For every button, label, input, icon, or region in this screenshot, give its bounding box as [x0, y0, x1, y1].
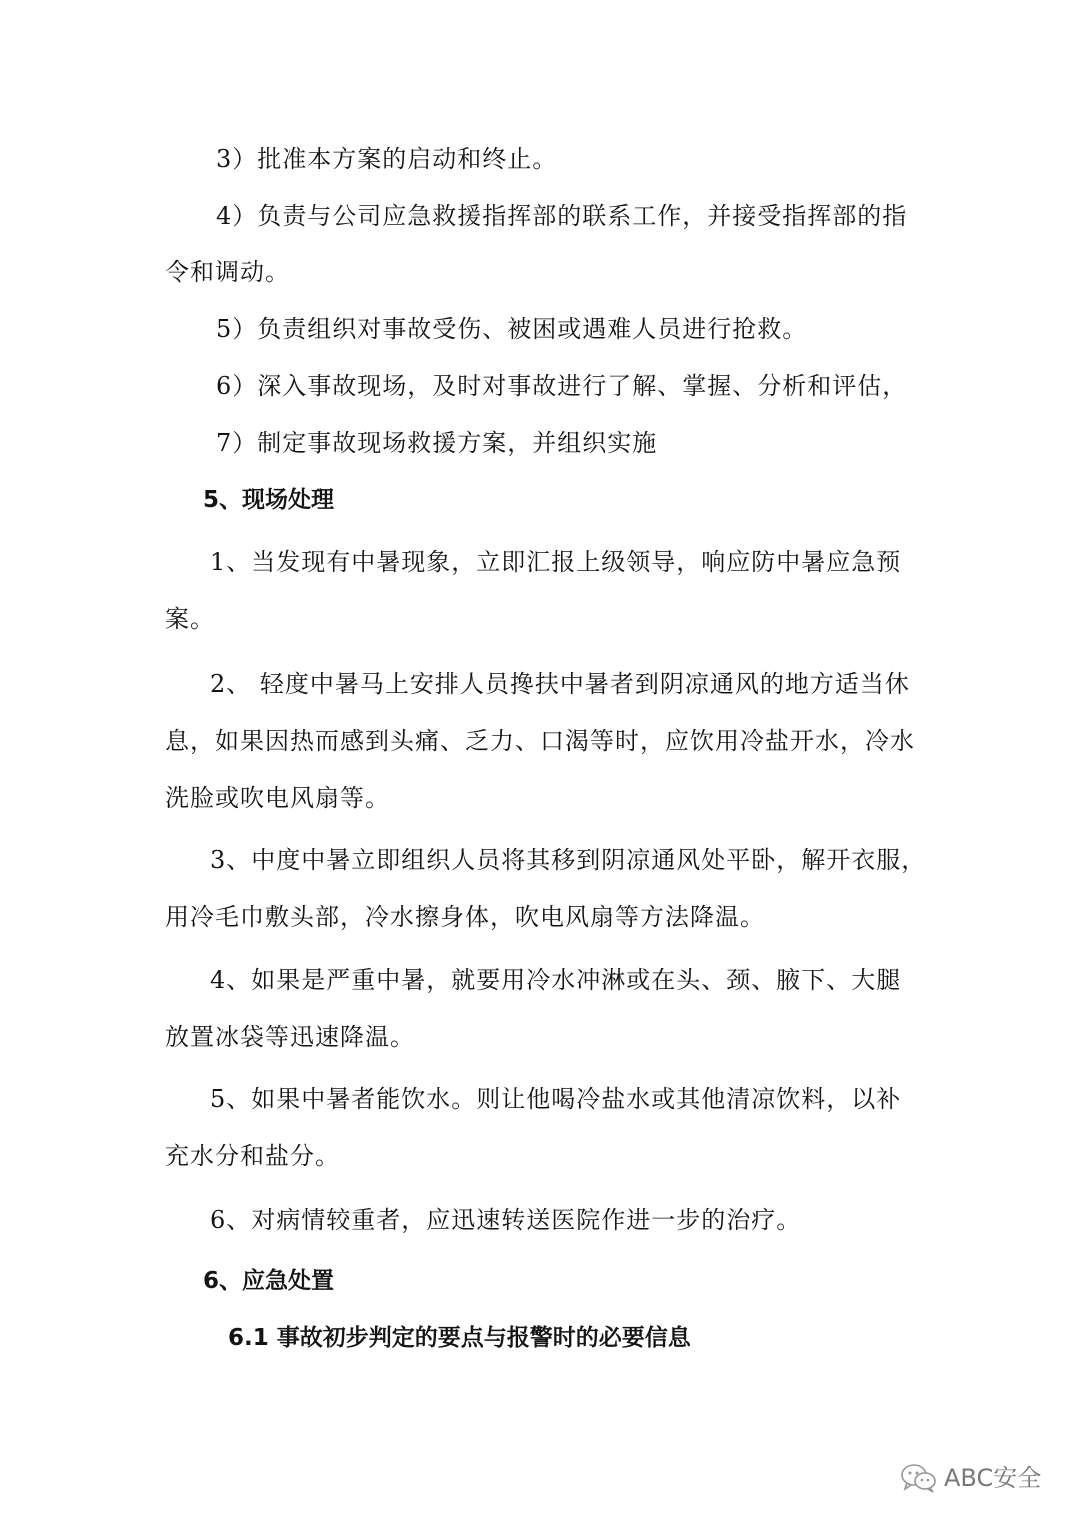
section-5-p2-line-1: 2、 轻度中暑马上安排人员搀扶中暑者到阴凉通风的地方适当休 [210, 670, 910, 698]
section-6-title: 6、应急处置 [203, 1268, 335, 1294]
item-6: 6）深入事故现场，及时对事故进行了解、掌握、分析和评估， [216, 372, 908, 400]
section-5-p2-line-2: 息，如果因热而感到头痛、乏力、口渴等时，应饮用冷盐开水，冷水 [165, 727, 915, 755]
section-5-p5-line-2: 充水分和盐分。 [165, 1142, 340, 1170]
item-4-line-1: 4）负责与公司应急救援指挥部的联系工作，并接受指挥部的指 [216, 202, 908, 230]
item-3: 3）批准本方案的启动和终止。 [216, 145, 558, 173]
section-5-p3-line-2: 用冷毛巾敷头部，冷水擦身体，吹电风扇等方法降温。 [165, 903, 765, 931]
section-5-p5-line-1: 5、如果中暑者能饮水。则让他喝冷盐水或其他清凉饮料，以补 [210, 1085, 902, 1113]
section-5-p1-line-1: 1、当发现有中暑现象，立即汇报上级领导，响应防中暑应急预 [210, 548, 902, 576]
item-7: 7）制定事故现场救援方案，并组织实施 [216, 429, 658, 457]
watermark-text: ABC安全 [944, 1464, 1042, 1492]
section-5-p6: 6、对病情较重者，应迅速转送医院作进一步的治疗。 [210, 1206, 802, 1234]
section-5-p4-line-1: 4、如果是严重中暑，就要用冷水冲淋或在头、颈、腋下、大腿 [210, 966, 902, 994]
item-5: 5）负责组织对事故受伤、被困或遇难人员进行抢救。 [216, 315, 808, 343]
section-5-title: 5、现场处理 [203, 487, 335, 513]
subsection-6-1-title: 6.1 事故初步判定的要点与报警时的必要信息 [228, 1325, 691, 1351]
section-5-p2-line-3: 洗脸或吹电风扇等。 [165, 784, 390, 812]
watermark [900, 1462, 1041, 1494]
wechat-icon [900, 1462, 938, 1494]
section-5-p3-line-1: 3、中度中暑立即组织人员将其移到阴凉通风处平卧，解开衣服， [210, 846, 927, 874]
item-4-line-2: 令和调动。 [165, 258, 290, 286]
section-5-p1-line-2: 案。 [165, 605, 215, 633]
section-5-p4-line-2: 放置冰袋等迅速降温。 [165, 1023, 415, 1051]
